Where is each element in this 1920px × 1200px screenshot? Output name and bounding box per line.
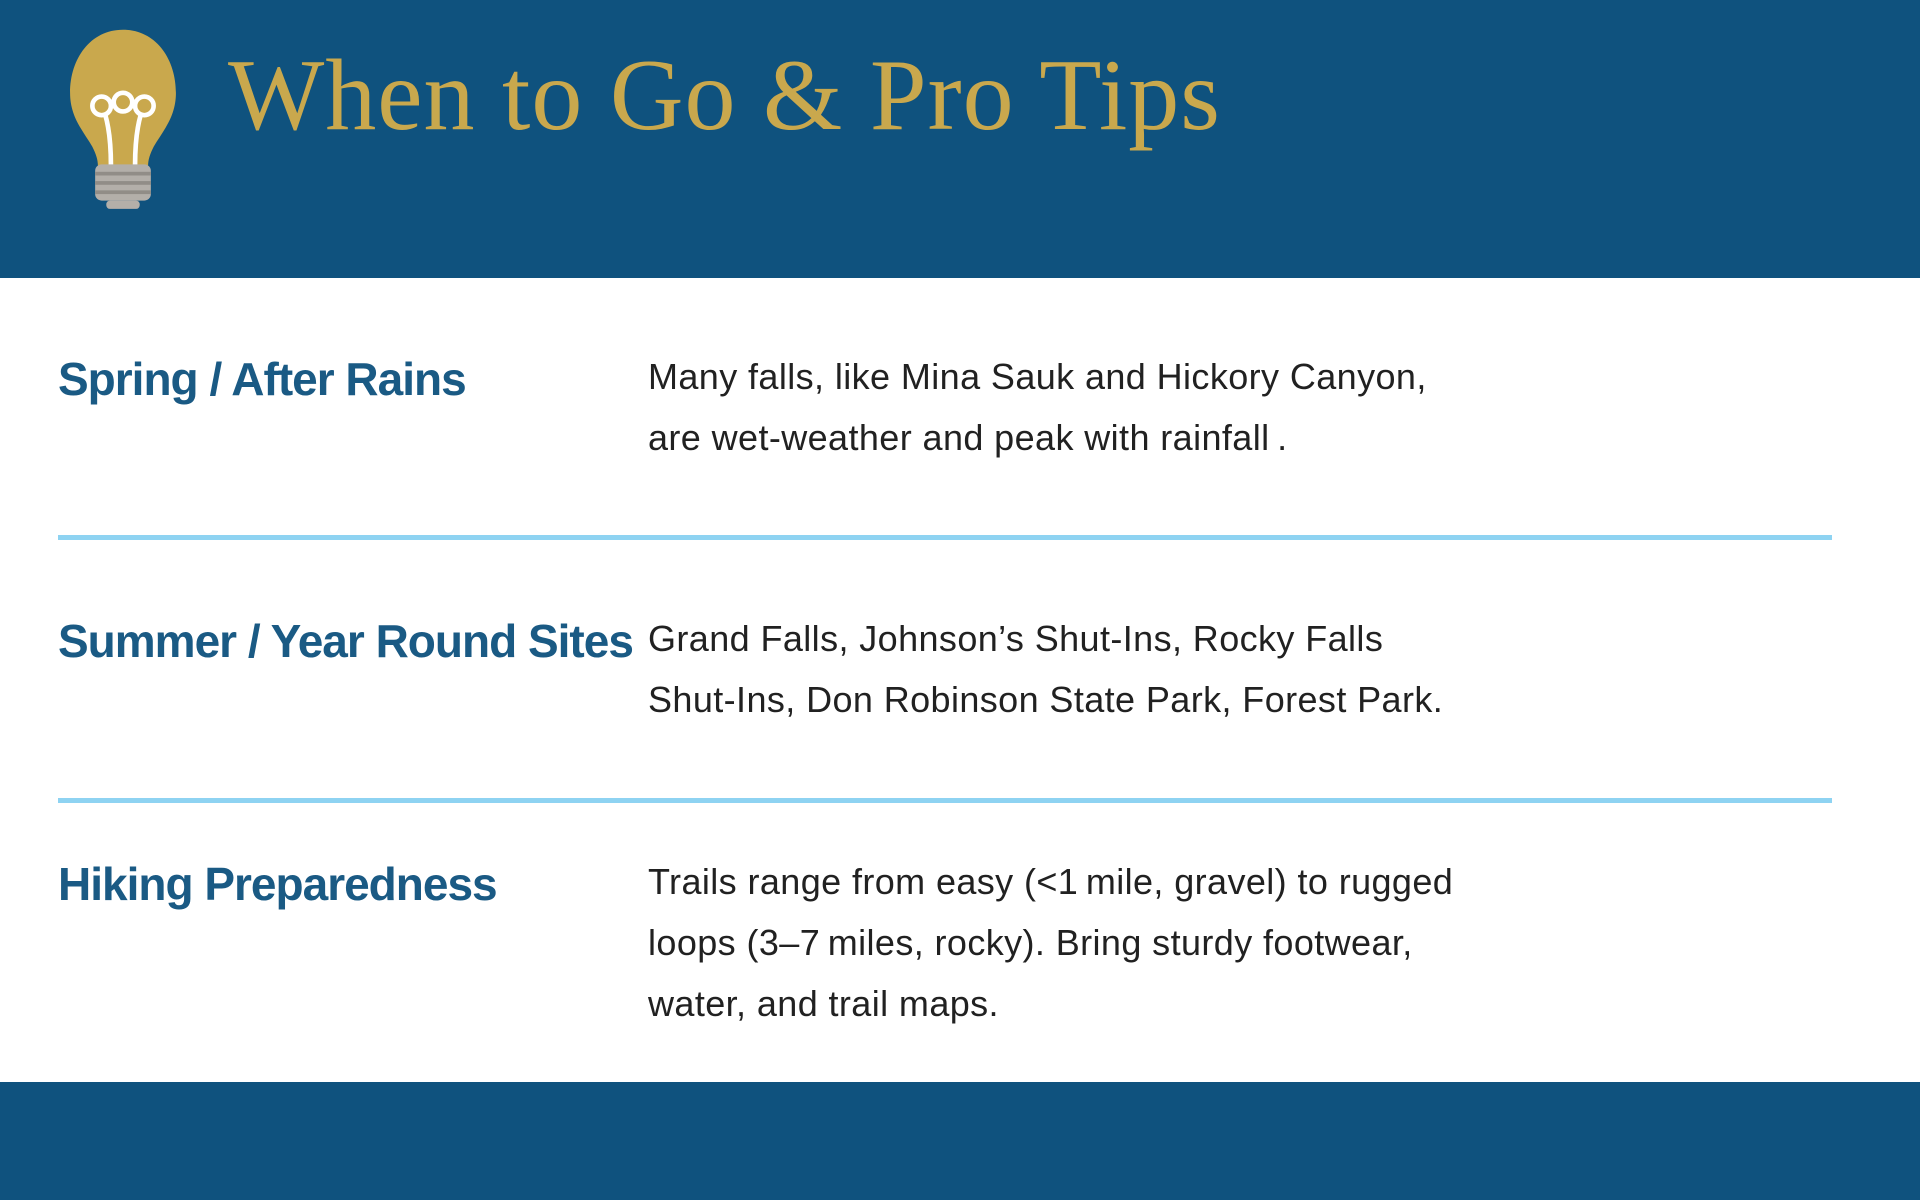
table-row xyxy=(0,540,1920,798)
table-row xyxy=(0,803,1920,1082)
header-band xyxy=(0,0,1920,278)
row-text-hiking xyxy=(648,851,1880,1034)
page-title: When to Go & Pro Tips xyxy=(228,39,1221,152)
text-line: Trails range from easy (<1 mile, gravel) to rugged xyxy=(648,861,1454,902)
text-line: Many falls, like Mina Sauk and Hickory Canyon, xyxy=(648,355,1427,397)
text-line: loops (3–7 miles, rocky). Bring sturdy footwear, xyxy=(648,922,1413,963)
text-line: water, and trail maps. xyxy=(648,983,999,1024)
tips-table xyxy=(0,278,1920,1082)
table-row xyxy=(0,278,1920,535)
lightbulb-icon xyxy=(58,24,188,210)
row-text-spring xyxy=(648,346,1880,468)
row-label-spring: Spring / After Rains xyxy=(58,352,466,405)
row-label-hiking: Hiking Preparedness xyxy=(58,858,497,910)
footer-band xyxy=(0,1082,1920,1200)
text-line: are wet-weather and peak with rainfall . xyxy=(648,416,1288,458)
row-label-summer: Summer / Year Round Sites xyxy=(58,615,633,667)
text-line: Shut-Ins, Don Robinson State Park, Forest Park. xyxy=(648,679,1444,720)
row-text-summer xyxy=(648,608,1880,730)
text-line: Grand Falls, Johnson’s Shut-Ins, Rocky Falls xyxy=(648,618,1384,659)
